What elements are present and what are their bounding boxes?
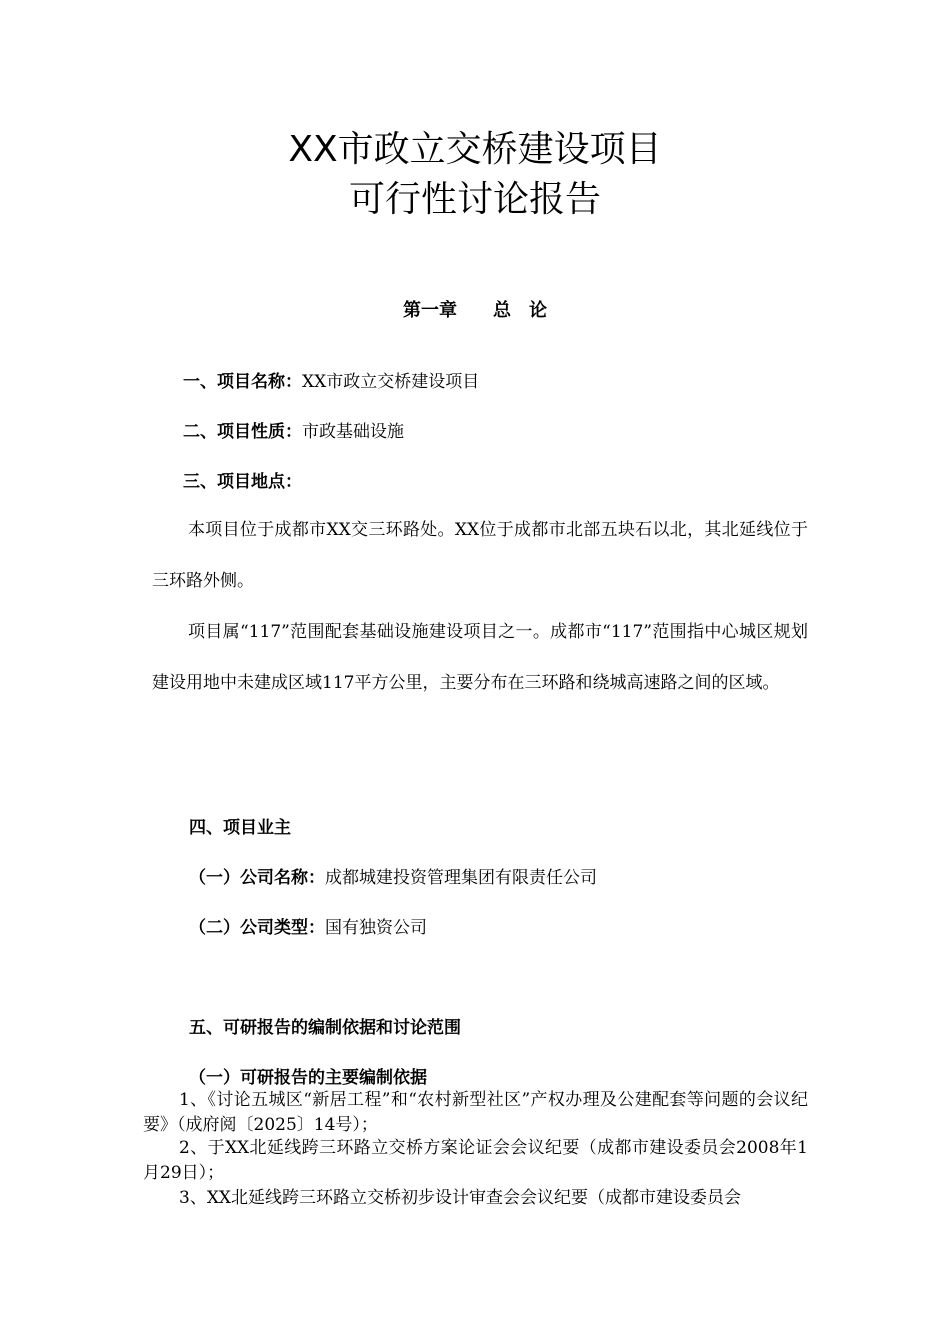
item-label: （二）公司类型： — [189, 918, 325, 938]
basis-reference-1: 1、《讨论五城区“新居工程”和“农村新型社区”产权办理及公建配套等问题的会议纪要》（成府阅〔2025〕14号）； — [143, 1090, 808, 1135]
paragraph-scope: 项目属“117”范围配套基础设施建设项目之一。成都市“117”范围指中心城区规划建设用地中未建成区域117平方公里，主要分布在三环路和绕城高速路之间的区域。 — [152, 622, 808, 693]
item-value: 市政基础设施 — [302, 422, 404, 442]
section-basis-heading: 五、可研报告的编制依据和讨论范围 — [189, 1018, 461, 1038]
document-title-line1: XX市政立交桥建设项目 — [288, 129, 662, 170]
owner-company-type — [189, 916, 427, 940]
item-value: 国有独资公司 — [325, 918, 427, 938]
basis-subheading: （一）可研报告的主要编制依据 — [189, 1068, 427, 1088]
basis-reference-2: 2、于XX北延线跨三环路立交桥方案论证会会议纪要（成都市建设委员会2008年1月29日）； — [143, 1138, 808, 1183]
document-title-line2: 可行性讨论报告 — [348, 179, 601, 220]
section-owner-heading: 四、项目业主 — [189, 818, 291, 838]
item-label: 二、项目性质： — [183, 422, 302, 442]
item-label: （一）公司名称： — [189, 868, 325, 888]
item-project-name — [183, 370, 479, 394]
item-project-nature — [183, 420, 404, 444]
owner-company-name — [189, 866, 597, 890]
chapter-heading: 第一章 总 论 — [403, 300, 547, 321]
paragraph-location: 本项目位于成都市XX交三环路处。XX位于成都市北部五块石以北，其北延线位于三环路外侧。 — [152, 520, 808, 591]
basis-reference-3: 3、XX北延线跨三环路立交桥初步设计审查会会议纪要（成都市建设委员会 — [179, 1188, 742, 1208]
item-label: 一、项目名称： — [183, 372, 302, 392]
item-value: XX市政立交桥建设项目 — [302, 372, 480, 392]
item-label: 三、项目地点： — [183, 472, 302, 492]
item-value: 成都城建投资管理集团有限责任公司 — [325, 868, 597, 888]
item-project-location — [183, 470, 302, 494]
